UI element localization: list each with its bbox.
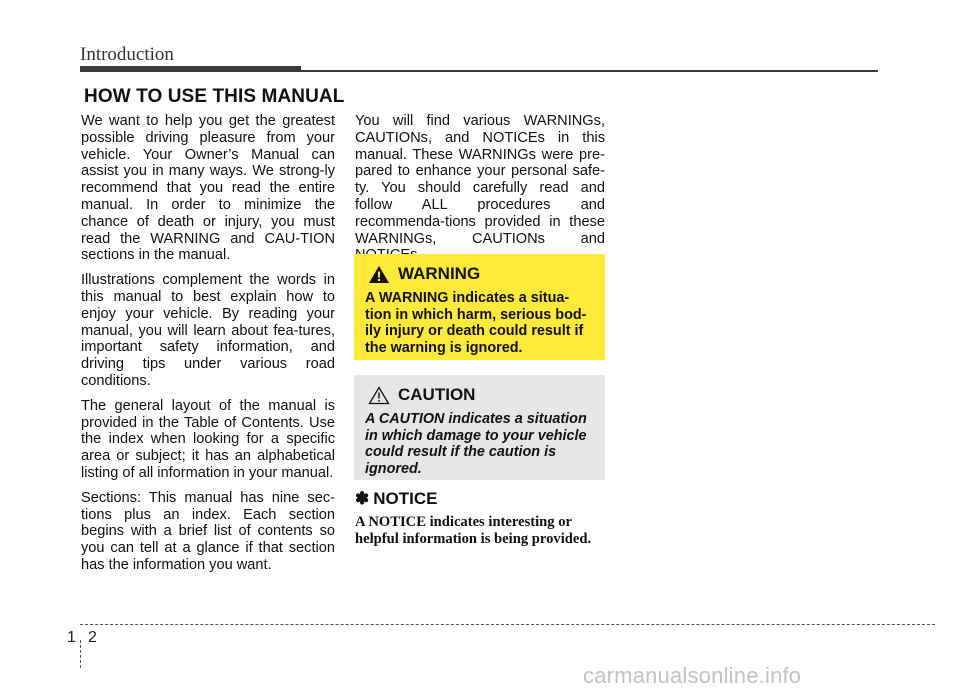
paragraph-intro: We want to help you get the greatest possible driving pleasure from your vehicle. Your Owner’s Manual can assist you in many ways. We strong-ly recommend that you read the entire manual. In order to minimize the chance of death or injury, you must read the WARNING and CAU-TION sections in the manual. xyxy=(81,113,335,264)
caution-header xyxy=(368,385,594,405)
warning-text: A WARNING indicates a situa-tion in which harm, serious bod-ily injury or death could result if the warning is ignored. xyxy=(365,290,587,356)
header-rule-thick xyxy=(80,66,301,72)
left-column xyxy=(81,113,335,582)
paragraph-warnings-intro: You will find various WARNINGs, CAUTIONs, and NOTICEs in this manual. These WARNINGs were pre-pared to enhance your personal safe-ty. You should carefully read and follow ALL procedures and recommenda-tions provided in these WARNINGs, CAUTIONs and xyxy=(355,113,605,247)
header-rule-thin xyxy=(301,70,878,72)
warning-title: WARNING xyxy=(398,264,481,283)
caution-triangle-icon xyxy=(368,386,390,405)
notice-text: A NOTICE indicates interesting or helpful information is being provided. xyxy=(355,514,592,547)
notice-block xyxy=(355,489,607,548)
notice-title: NOTICE xyxy=(373,489,438,508)
notice-header xyxy=(355,489,607,509)
watermark: carmanualsonline.info xyxy=(583,663,802,688)
caution-box xyxy=(354,375,605,480)
chapter-number: 1 xyxy=(67,629,76,646)
section-title: HOW TO USE THIS MANUAL xyxy=(84,86,345,107)
footer-divider xyxy=(80,624,935,625)
warning-box xyxy=(354,254,605,360)
paragraph-illustrations: Illustrations complement the words in this manual to best explain how to enjoy your vehicle. By reading your manual, you will learn about fea-tures, important safety information, and driving tips under various road conditions. xyxy=(81,272,335,389)
caution-text: A CAUTION indicates a situation in which damage to your vehicle could result if the caution is ignored. xyxy=(365,411,587,477)
right-column xyxy=(355,113,605,272)
paragraph-layout: The general layout of the manual is provided in the Table of Contents. Use the index when looking for a specific area or subject; it has an alphabetical listing of all information in your manual. xyxy=(81,397,335,481)
warning-header xyxy=(368,264,594,284)
notice-star-icon: ✽ xyxy=(355,489,370,508)
paragraph-sections: Sections: This manual has nine sec-tions plus an index. Each section begins with a brief list of contents so you can tell at a glance if that section has the information you want. xyxy=(81,489,335,573)
caution-title: CAUTION xyxy=(398,385,476,404)
page-number: 2 xyxy=(88,629,97,646)
chapter-title: Introduction xyxy=(80,44,174,65)
warning-triangle-icon xyxy=(368,265,390,284)
page-number-divider xyxy=(80,640,81,668)
